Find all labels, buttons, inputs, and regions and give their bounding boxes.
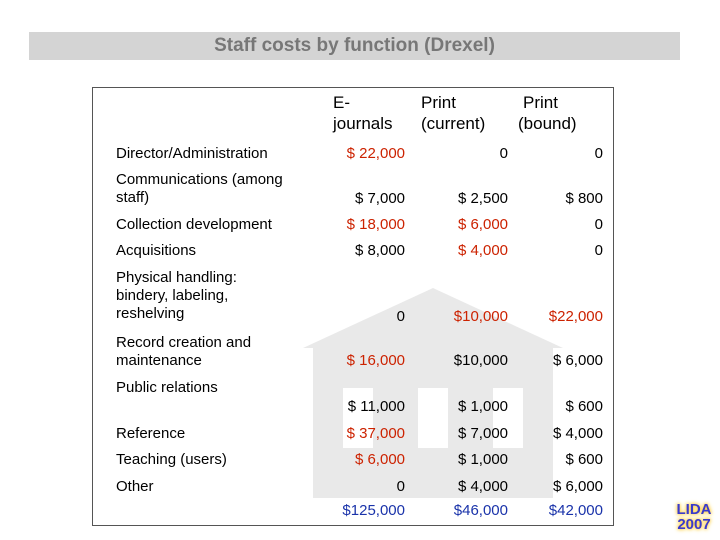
- row-label: [116, 145, 316, 163]
- total-print-bound: $42,000: [548, 502, 603, 519]
- row-label: [116, 334, 316, 370]
- row-label: [116, 425, 316, 443]
- cell-ejournals: $ 37,000: [346, 425, 405, 442]
- column-header-ejournals: [333, 92, 393, 134]
- cell-ejournals: 0: [396, 308, 405, 325]
- row-label-line: Director/Administration: [116, 145, 268, 162]
- lida-logo: [670, 502, 718, 532]
- row-label: [116, 242, 316, 260]
- logo-line: 2007: [677, 516, 711, 533]
- total-print-current: $46,000: [453, 502, 508, 519]
- cell-print-bound: $22,000: [548, 308, 603, 325]
- row-label-line: Reference: [116, 425, 186, 442]
- row-label: [116, 216, 316, 234]
- cell-print-bound: $ 800: [565, 190, 603, 207]
- header-line: (bound): [518, 114, 577, 133]
- cell-ejournals: $ 8,000: [354, 242, 405, 259]
- cell-print-current: $ 6,000: [457, 216, 508, 233]
- cell-print-current: $10,000: [453, 308, 508, 325]
- cell-print-current: 0: [499, 145, 508, 162]
- slide-title: Staff costs by function (Drexel): [214, 35, 495, 56]
- cell-ejournals: $ 11,000: [347, 398, 405, 415]
- total-ejournals: $125,000: [342, 502, 405, 519]
- cell-print-bound: 0: [594, 242, 603, 259]
- cell-print-bound: $ 600: [565, 398, 603, 415]
- logo-line: LIDA: [676, 501, 712, 518]
- row-label: [116, 269, 316, 323]
- title-bar: [29, 32, 680, 60]
- cell-print-bound: 0: [594, 145, 603, 162]
- cell-print-current: $10,000: [453, 352, 508, 369]
- cell-print-bound: $ 6,000: [552, 352, 603, 369]
- header-line: Print: [523, 93, 558, 112]
- column-header-print-current: [421, 92, 485, 134]
- cell-ejournals: $ 16,000: [346, 352, 405, 369]
- cell-print-current: $ 2,500: [457, 190, 508, 207]
- cell-ejournals: $ 22,000: [346, 145, 405, 162]
- cell-print-bound: $ 600: [565, 451, 603, 468]
- cost-table: [92, 87, 614, 526]
- cell-ejournals: $ 18,000: [346, 216, 405, 233]
- header-line: E-: [333, 93, 350, 112]
- cell-ejournals: $ 6,000: [354, 451, 405, 468]
- row-label-line: bindery, labeling,: [116, 287, 229, 304]
- cell-ejournals: 0: [396, 478, 405, 495]
- row-label: [116, 478, 316, 496]
- header-line: Print: [421, 93, 456, 112]
- cell-print-current: $ 1,000: [457, 451, 508, 468]
- cell-print-bound: 0: [594, 216, 603, 233]
- row-label-line: Acquisitions: [116, 242, 197, 259]
- cell-print-current: $ 7,000: [457, 425, 508, 442]
- row-label: [116, 451, 316, 469]
- row-label-line: Teaching (users): [116, 451, 227, 468]
- row-label-line: Communications (among: [116, 171, 283, 188]
- row-label-line: Other: [116, 478, 154, 495]
- header-line: (current): [421, 114, 486, 133]
- header-line: journals: [333, 114, 393, 133]
- row-label-line: Record creation and: [116, 334, 252, 351]
- row-label: [116, 171, 316, 207]
- row-label-line: Collection development: [116, 216, 272, 233]
- column-header-print-bound: [518, 92, 577, 134]
- row-label-line: staff): [116, 189, 150, 206]
- cell-print-current: $ 4,000: [457, 478, 508, 495]
- row-label: [116, 379, 316, 397]
- row-label-line: Physical handling:: [116, 269, 237, 286]
- row-label-line: reshelving: [116, 305, 185, 322]
- cell-print-bound: $ 6,000: [552, 478, 603, 495]
- row-label-line: maintenance: [116, 352, 202, 369]
- cell-print-current: $ 4,000: [457, 242, 508, 259]
- cell-print-bound: $ 4,000: [552, 425, 603, 442]
- row-label-line: Public relations: [116, 379, 218, 396]
- cell-print-current: $ 1,000: [457, 398, 508, 415]
- cell-ejournals: $ 7,000: [354, 190, 405, 207]
